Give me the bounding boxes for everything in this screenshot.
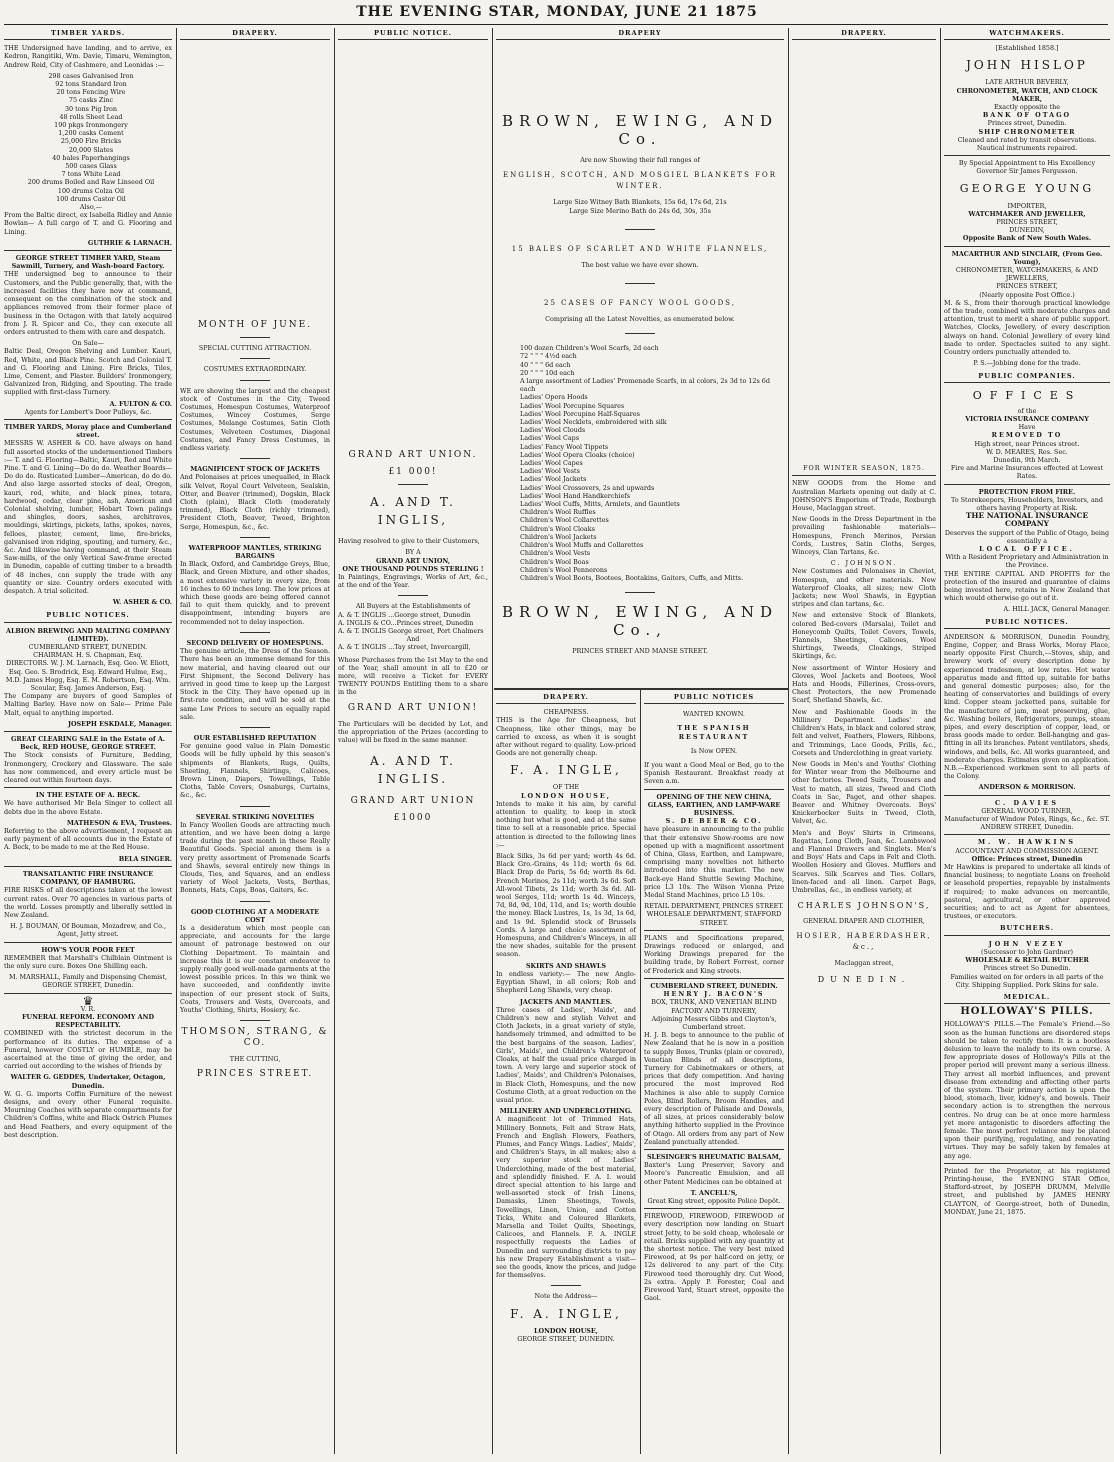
- ad-heading: F. A. INGLE,: [510, 763, 622, 778]
- ad-note: Is Now OPEN.: [690, 746, 738, 755]
- column-heading: PUBLIC NOTICE.: [338, 28, 488, 40]
- list-item: Children's Wool Jackets: [520, 532, 597, 541]
- list-item: 500 cases Glass: [65, 162, 117, 171]
- ad-heading: OFFICES: [972, 388, 1082, 402]
- ad-address: Office: Princes street, Dunedin: [971, 854, 1083, 863]
- column-drapery-wide: [496, 28, 784, 688]
- ad-body: ANDERSON & MORRISON, Dunedin Foundry, Engine, Copper, and Brass Works, Moray Place, nearly opposite First Church,—Stoves, ship, and brewery work of every description done by experienced tradesmen, at low rates. Hot water apparatus made and fitted up, suitable for baths and general domestic purposes; also, for the heating of conservatories and buildings of every kind. Copper steam jacketted pans, suitable for the manufacture of jam, meat preserving, glue, &c. Washing boilers, Refrigerators, pumps, steam pipes, and every description of copper, lead, or brass goods made to order. Bell-hanging and gas-fitting in all its branches. Patent ventilators, sheds, windows, and bells, &c. All works guaranteed, and moderate charges. Estimates given on application. N.B.—Experienced workmen sent to all parts of the Colony.: [944, 632, 1110, 781]
- ad-body: New and Fashionable Goods in the Millinery Department. Ladies' and Children's Hats, in black and colored straw, felt and velvet, Feathers, Flowers, Ribbons, and Trimmings, Lace Goods, Frills, &c., Corsets and Underclothing in great variety.: [792, 707, 936, 757]
- ad-subheading: LONDON HOUSE,: [521, 791, 611, 800]
- ad-signature: JOSEPH ESKDALE, Manager.: [67, 719, 172, 728]
- ad-address: PRINCES STREET.: [196, 1069, 314, 1080]
- ad-heading: JOHN VEZEY: [988, 939, 1066, 948]
- ad-subheading: BANK OF OTAGO: [982, 111, 1072, 120]
- ad-heading: WANTED KNOWN.: [683, 710, 745, 719]
- ad-subheading: On Sale—: [72, 339, 104, 348]
- ad-subheading: 15 BALES OF SCARLET AND WHITE FLANNELS,: [511, 244, 769, 253]
- ad-note: OF THE: [552, 783, 580, 792]
- ad-heading: CUMBERLAND STREET, DUNEDIN.: [650, 981, 778, 990]
- list-item: Children's Wool Muffs and Collarettes: [520, 541, 644, 550]
- ad-signature: T. ANCELL'S,: [690, 1188, 738, 1197]
- list-item: Ladies' Wool Vests: [520, 467, 580, 476]
- ad-address: (Nearly opposite Post Office.): [979, 290, 1075, 299]
- ad-amount: £1000: [393, 813, 433, 824]
- ad-note: The best value we have ever shown.: [581, 260, 699, 269]
- ad-signature: THOMSON, STRANG, & CO.: [181, 1027, 329, 1049]
- ad-subheading: ENGLISH, SCOTCH, AND MOSGIEL BLANKETS FOR WINTER.: [503, 171, 777, 191]
- ad-body: We have authorised Mr Bela Singer to collect all debts due in the above Estate.: [4, 799, 172, 816]
- ad-address: DUNEDIN,: [1009, 226, 1045, 235]
- ad-heading: GREAT CLEARING SALE in the Estate of A. Beck, RED HOUSE, GEORGE STREET.: [10, 735, 166, 752]
- ad-body: THE undersigned beg to announce to their Customers, and the Public generally, that, with the increased facilities they have now at command, consequent on the combination of the stock and appliances removed from their former place of business in the Octagon with that lately acquired from J. R. Spicer and Co., they can execute all orders entrusted to them with care and despatch.: [4, 270, 172, 336]
- masthead: THE EVENING STAR, MONDAY, JUNE 21 1875: [356, 4, 758, 20]
- list-item: 40 " " " 6d each: [520, 360, 571, 369]
- ad-body: Referring to the above advertisement, I request an early payment of all accounts due in the Estate of A. Beck, to be made to me at the Red House.: [4, 827, 172, 852]
- list-item: Ladies' Wool Clouds: [520, 426, 586, 435]
- ad-signature: MATHESON & EVA, Trustees.: [66, 818, 172, 827]
- column-heading: DRAPERY.: [180, 28, 330, 40]
- ad-address: Princes street So Dunedin.: [983, 964, 1071, 973]
- ad-heading: SLESINGER'S RHEUMATIC BALSAM,: [646, 1152, 782, 1161]
- ad-body: Large Size Witney Bath Blankets, 15s 6d, 17s 6d, 21s: [553, 198, 727, 207]
- ad-heading: M. W. HAWKINS: [977, 838, 1076, 847]
- list-item: 72 " " " 4½d each: [520, 352, 577, 361]
- ad-signature: A. HILL JACK, General Manager.: [1003, 605, 1110, 614]
- list-item: Children's Wool Pennerons: [520, 565, 608, 574]
- ad-body: COMBINED with the strictest decorum in the performance of its duties. The expense of a Funeral, however COSTLY or HUMBLE, may be ascertained at the time of giving the order, and carried out according to the wishes of friends by: [4, 1029, 172, 1071]
- ad-body: New assortment of Winter Hosiery and Gloves, Wool Jackets and Bootees, Wool Hats and Hoods, Fillerines, Cross-overs, Chest Protectors, the new Promenade Scarf, Shetland Shawls, &c.: [792, 663, 936, 705]
- list-item: A large assortment of Ladies' Promenade Scarfs, in al colors, 2s 3d to 12s 6d each: [520, 377, 770, 394]
- ad-note: [Established 1858.]: [995, 44, 1059, 53]
- ad-heading: ALBION BREWING AND MALTING COMPANY (LIMITED).: [5, 626, 171, 643]
- ad-body: New Goods in the Dress Department in the prevailing fashionable materials—Homespuns, French Merinos, Persian Cords, Lustres, Satin Cloths, Serges, Winceys, Clan Tartans, &c.: [792, 515, 936, 557]
- ad-body: A magnificent lot of Trimmed Hats, Millinery Bonnets, Felt and Straw Hats, French and English Flowers, Feathers, Plumes, and Fancy Wings. Ladies', Maids', and Children's Stays, in all makes; also a very superior stock of Ladies' Underclothing, made of the best material, and splendidly finished. F. A. I. would direct special attention to his large and well-assorted stock of Irish Linens, Damasks, Linen Sheetings, Towels, Towellings, Linen, Union, and Cotton Ticks, White and Coloured Blankets, Marsella and Toilet Quilts, Sheetings, Calicoes, and Flannels. F. A. INGLE respectfully requests the Ladies of Dunedin and surrounding districts to pay his new Drapery Establishment a visit—see the goods, know the prices, and judge for themselves.: [496, 1115, 636, 1280]
- ad-body: In Fancy Woollen Goods are attracting much attention, and we have been doing a large trade during the past month in these Really Beautiful Goods. Special among them is a very pretty assortment of Promenade Scarfs and Shawls, several entirely new things in Clouds, Ties, and Squares, and an endless variety of Wool Jackets, Vests, Berthas, Bonnets, Hats, Caps, Boas, Gaiters, &c.: [180, 820, 330, 895]
- list-item: 100 drums Colza Oil: [57, 186, 125, 195]
- column-public-notice: [338, 28, 488, 1454]
- column-rule: [640, 690, 641, 1454]
- list-item: Children's Wool Boas: [520, 557, 589, 566]
- list-item: Ladies' Wool Opera Cloaks (choice): [520, 450, 635, 459]
- ad-heading: GRAND ART UNION!: [347, 702, 479, 713]
- list-item: Children's Wool Ruffles: [520, 508, 596, 517]
- ad-subheading: LOCAL OFFICE.: [979, 544, 1075, 553]
- ad-body: REMEMBER that Marshall's Chilblain Ointment is the only sure cure. Boxes One Shilling each.: [4, 953, 172, 970]
- ad-subheading: CUMBERLAND STREET, DUNEDIN.: [28, 643, 148, 652]
- ad-signature: A. AND T. INGLIS.: [370, 754, 456, 787]
- ad-heading: C. DAVIES: [995, 798, 1059, 807]
- ad-note: Fire and Marine Insurances effected at Lowest Rates.: [950, 464, 1104, 481]
- ad-subheading: THE CUTTING,: [229, 1055, 281, 1064]
- ad-signature: ANDERSON & MORRISON.: [978, 783, 1076, 792]
- ad-address: RETAIL DEPARTMENT, PRINCES STREET. WHOLESALE DEPARTMENT, STAFFORD STREET.: [644, 902, 784, 927]
- list-item: Children's Wool Boots, Bootees, Bootakins, Gaiters, Cuffs, and Mitts.: [520, 573, 744, 582]
- ad-body: The Stock consists of Furniture, Bedding, Ironmongery, Crockery and Glassware. The sale has now commenced, and every article must be cleared out within fourteen days.: [4, 751, 172, 785]
- ad-body: WE are showing the largest and the cheapest stock of Costumes in the City, Tweed Costumes, Homespun Costumes, Waterproof Costumes, Wincey Costumes, Serge Costumes, Melange Costumes, Satin Cloth Costumes, Velveteen Costumes, Diagonal Costumes, and Fancy Dress Costumes, in endless variety.: [180, 386, 330, 453]
- list-item: 25,000 Fire Bricks: [60, 137, 122, 146]
- list-item: 298 cases Galvanised Iron: [48, 71, 134, 80]
- ad-note: Dunedin, 9th March.: [993, 455, 1061, 464]
- ad-body: And Polonaises at prices unequalled, in Black silk Velvet, Royal Court Velveteen, Sealskin, Otter, and Beaver (trimmed), Dogskin, Black Cloth (plain), Black Cloth (moderately trimmed), Black Cloth (richly trimmed), President Cloth, Beaver, Tweed, Brighton Serge, Homespun, &c., &c.: [180, 473, 330, 531]
- list-item: A. & T. INGLIS George street, Port Chalmers: [338, 627, 484, 636]
- wool-goods-list: [496, 344, 784, 582]
- ad-note: Cleaned and rated by transit observations. Nautical instruments repaired.: [957, 135, 1097, 153]
- ad-subheading: GENERAL WOOD TURNER,: [981, 806, 1073, 815]
- timber-signature: GUTHRIE & LARNACH.: [87, 238, 172, 247]
- ad-note: Note the Address—: [534, 1292, 598, 1301]
- ad-note: With a Resident Proprietary and Administration in the Province.: [945, 553, 1109, 570]
- ad-body: THIS is the Age for Cheapness, but Cheapness, like other things, may be carried to excess, as when it is sought after without regard to quality. Low-priced Goods are not generally cheap.: [496, 716, 636, 758]
- ad-heading: THE SPANISH RESTAURANT: [677, 724, 751, 741]
- list-item: Children's Wool Collarettes: [520, 516, 609, 525]
- ad-body: The genuine article, the Dress of the Season. There has been an immense demand for this new material, and having cleared out our First Shipment, the Second Delivery has arrived in good time to keep up the Largest Stock in the City. They have opened up in first-rate condition, and will be sold at the same Low Prices to secure an equally rapid sale.: [180, 647, 330, 721]
- list-item: 75 casks Zinc: [68, 96, 114, 105]
- ad-body: H. J. B. begs to announce to the public of New Zealand that he is now in a position to supply Boxes, Trunks (plain or covered), Venetian Blinds of all descriptions, Turnery for Cabinetmakers or others, at prices that defy competition. And having procured the most improved Rod Machines is also able to supply Cornice Poles, Blind Rollers, Broom Handles, and every description of Palisade and Dowels, of all sizes, at prices considerably below anything hitherto supplied in the Province of Otago. All orders from any part of New Zealand punctually attended.: [644, 1031, 784, 1146]
- column-drapery-johnson: [792, 28, 936, 1454]
- list-item: Ladies' Wool Hand Handkerchiefs: [520, 491, 631, 500]
- ad-heading: MONTH OF JUNE.: [197, 320, 313, 331]
- ad-heading: FUNERAL REFORM. ECONOMY AND RESPECTABILITY.: [21, 1012, 155, 1030]
- list-item: Ladies' Wool Necklets, embroidered with silk: [520, 418, 667, 427]
- ad-note: Comprising all the Latest Novelties, as enumerated below.: [545, 315, 735, 324]
- ad-heading: OPENING OF THE NEW CHINA, GLASS, EARTHEN, AND LAMP-WARE BUSINESS.: [647, 792, 781, 818]
- ad-address: Adjoining Messrs Gibbs and Clayton's, Cumberland street.: [651, 1014, 777, 1031]
- ad-body: In Paintings, Engravings, Works of Art, &c., at the end of the Year.: [338, 573, 488, 590]
- ad-signature: C. JOHNSON.: [830, 559, 898, 568]
- column-rule: [788, 28, 789, 1454]
- ad-signature: BELA SINGER.: [118, 854, 172, 863]
- ad-subheading: SEVERAL STRIKING NOVELTIES: [195, 812, 315, 821]
- list-item: 40 bales Paperhangings: [52, 153, 130, 162]
- ad-body: Whose Purchases from the 1st May to the end of the Year, shall amount in all to £20 or more, will receive a Ticket for EVERY TWENTY POUNDS Entitling them to a share in the: [338, 655, 488, 697]
- ad-heading: MACARTHUR AND SINCLAIR, (From Geo. Young),: [951, 249, 1103, 266]
- ad-heading: THE NATIONAL INSURANCE COMPANY: [965, 511, 1089, 529]
- ad-body: Large Size Merino Bath do 24s 6d, 30s, 35s: [569, 206, 711, 215]
- ad-address: PRINCES STREET,: [996, 218, 1058, 227]
- ad-note: V. R.: [80, 1004, 96, 1013]
- ad-note: Exactly opposite the: [994, 103, 1060, 112]
- list-item: 20 tons Fencing Wire: [56, 88, 126, 97]
- ad-address: PRINCES STREET AND MANSE STREET.: [572, 647, 708, 656]
- ad-heading: TRANSATLANTIC FIRE INSURANCE COMPANY, OF HAMBURG.: [22, 869, 154, 887]
- ad-subheading: SECOND DELIVERY OF HOMESPUNS.: [186, 638, 324, 647]
- ad-note: CHAIRMAN. H. S. Chapman, Esq.: [33, 651, 143, 660]
- section-heading: MEDICAL.: [944, 992, 1110, 1004]
- column-heading: DRAPERY: [496, 28, 784, 40]
- ad-subheading: WATCHMAKER AND JEWELLER,: [968, 209, 1086, 218]
- ad-body: Men's and Boys' Shirts in Crimeans, Regattas, Long Cloth, Jean, &c. Lambswool and Flannel Drawers and Singlets. Men's and Boys' Hats and Caps in Felt and Cloth. Woollen Hosiery and Gloves. Mufflers and Scarves. Silk Scarves and Ties. Collars, linen-faced and all linen. Carpet Bags, Umbrellas, &c., in endless variety, at: [792, 828, 936, 894]
- list-item: Children's Wool Cloaks: [520, 524, 595, 533]
- list-item: 100 drums Castor Oil: [56, 194, 126, 203]
- list-item: 30 tons Pig Iron: [64, 104, 117, 113]
- ad-note: Families waited on for orders in all parts of the City. Shipping Supplied. Pork Skins for sale.: [950, 972, 1104, 989]
- list-item: Ladies' Wool Porcupine Half-Squares: [520, 409, 640, 418]
- ad-subheading: ACCOUNTANT AND COMMISSION AGENT.: [955, 846, 1099, 855]
- column-heading: PUBLIC NOTICES: [644, 692, 784, 704]
- ad-body: In endless variety:— The new Anglo-Egyptian Shawl, in all colors; Rob and Shepherd Long Shawls, very cheap.: [496, 969, 636, 995]
- ad-address: Great King street, opposite Police Depôt.: [647, 1196, 781, 1205]
- ad-note: To Storekeepers, Householders, Investors, and others having Property at Risk.: [951, 495, 1103, 512]
- list-item: Ladies' Wool Porcupine Squares: [520, 401, 625, 410]
- ad-subheading: LONDON HOUSE,: [534, 1326, 598, 1335]
- ad-subheading: 25 CASES OF FANCY WOOL GOODS,: [544, 299, 736, 308]
- ad-heading: HOLLOWAY'S PILLS.: [960, 1006, 1094, 1018]
- ad-note: Have: [1018, 423, 1036, 432]
- ad-subheading: VICTORIA INSURANCE COMPANY: [965, 414, 1089, 423]
- ad-note: Deserves the support of the Public of Otago, being essentially a: [944, 528, 1110, 545]
- list-item: 1,200 casks Cement: [58, 129, 124, 138]
- column-heading: WATCHMAKERS.: [944, 28, 1110, 40]
- ad-signature: F. A. INGLE,: [510, 1306, 622, 1321]
- list-item: Ladies' Wool Caps: [520, 434, 580, 443]
- ad-body: The Company are buyers of good Samples of Malting Barley. Have now on Sale— Prime Pale Malt, equal to anything imported.: [4, 692, 172, 717]
- ad-body: NEW GOODS from the Home and Australian Markets opening out daily at C. JOHNSON'S Emporium of Trade, Roxburgh House, Maclaggan street.: [792, 479, 936, 513]
- column-drapery-1: [180, 28, 330, 1454]
- ad-note: (Successor to John Gardner): [980, 947, 1074, 956]
- ad-subheading: WHOLESALE & RETAIL BUTCHER: [965, 956, 1089, 965]
- ad-body: Three cases of Ladies', Maids', and Children's new and stylish Velvet and Cloth Jackets, in a great variety of style, handsomely trimmed, and admitted to be the best bargains of the season. Ladies', Girls', Maids', and Children's Waterproof Cloaks, at half the usual price charged in town. A very large and superior stock of Ladies', Maids', and Children's Polonaises, in Black Cloth, Homespuns, and the new Costume Cloth, at a great reduction on the usual price.: [496, 1005, 636, 1104]
- column-public-notices-2: [644, 692, 784, 1454]
- ad-subheading: COSTUMES EXTRAORDINARY.: [203, 365, 307, 374]
- ad-heading: PROTECTION FROM FIRE.: [978, 487, 1076, 496]
- list-item: 190 pkgs Ironmongery: [54, 121, 128, 130]
- timber-list: [4, 72, 172, 211]
- column-watchmakers: [944, 28, 1110, 1454]
- ad-subheading: WATERPROOF MANTLES, STRIKING BARGAINS: [188, 543, 322, 561]
- ad-body: Baltic Deal, Oregon Shelving and Lumber. Kauri, Red, White, and Black Pine. Scotch and Colonial T. and G. Flooring and Lining. Fire Bricks, Tiles, Lime, Cement, and Plaster. Builders' Ironmongery, Galvanized Iron, Ridging, and Spouting. The trade supplied with first-class Turnery.: [4, 347, 172, 397]
- list-item: 92 tons Standard Iron: [55, 80, 127, 89]
- ad-note: Agents for Lambert's Door Pulleys, &c.: [24, 407, 152, 416]
- ad-note: By Special Appointment to His Excellency Governor Sir James Fergusson.: [958, 159, 1096, 176]
- ad-signature: H. J. BOUMAN, Of Bouman, Mozadrew, and Co., Agent, Jetty street.: [10, 922, 166, 939]
- ad-signature: M. MARSHALL, Family and Dispensing Chemist, GEORGE STREET, Dunedin.: [8, 973, 168, 990]
- ad-subheading: CHRONOMETER, WATCHMAKERS, & AND JEWELLERS,: [955, 266, 1099, 283]
- column-timber: [4, 28, 172, 1454]
- ad-body: Black Silks, 3s 6d per yard; worth 4s 6d. Black Gro.-Grains, 4s 11d; worth 6s 6d. Black Drap de Paris, 5s 6d; worth 8s 6d. French Merinos, 2s 11d; worth 3s 6d. Soft All-wool Tibets, 2s 11d; worth 3s 6d. All-wool Serges, 11d; worth 1s 4d. Winceys, 7d, 8d, 9d, 10d, 11d, and 1s; worth double the money. Black Lustres, 1s, 1s 3d, 1s 6d, and 1s 9d. Splendid stock of Brussels Cords. A large and choice assortment of Homespuns, and Children's Winceys, in all the new shades, suitable for the present season.: [496, 852, 636, 959]
- list-item: 48 rolls Sheet Lead: [59, 112, 123, 121]
- ad-signature: W. D. MEARES, Res. Sec.: [986, 447, 1068, 456]
- ad-body: New Goods in Men's and Youths' Clothing for Winter wear from the Melbourne and other factories. Tweed Suits, Trousers and Vest to match, all sizes, Tweed and Cloth Coats in Sac, Paget, and other shapes. Beaver and Whitney Overcoats. Boys' Knickerbocker Suits in Tweed, Cloth, Velvet, &c.: [792, 759, 936, 826]
- ad-body: New Costumes and Polonaises in Cheviot, Homespun, and other materials. New Waterproof Cloaks, all sizes; new Cloth Jackets; new Wool Shawls, in Egyptian stripes and clan tartans, &c.: [792, 567, 936, 609]
- ad-subheading: GRAND ART UNION,: [375, 556, 451, 565]
- ad-body: FIRE RISKS of all descriptions taken at the lowest current rates. Over 70 agencies in various parts of the world. Losses promptly and liberally settled in New Zealand.: [4, 886, 172, 919]
- column-heading: DRAPERY.: [792, 28, 936, 40]
- ad-subheading: GOOD CLOTHING AT A MODERATE COST: [190, 907, 320, 924]
- ad-body: For genuine good value in Plain Domestic Goods will be fully upheld by this season's shipments of Blankets, Rugs, Quilts, Sheeting, Flannels, Shirtings, Calicoes, Brown Linen, Diapers, Towellings, Table Cloths, Table Covers, Osnaburgs, Curtains, &c., &c.: [180, 742, 330, 800]
- ad-heading: GRAND ART UNION.: [348, 450, 478, 461]
- ad-subheading: GENERAL DRAPER AND CLOTHIER,: [803, 917, 925, 926]
- ad-body: New and extensive Stock of Blankets, colored Bed-covers (Marsala), Toilet and Honeycomb Quilts, Toilet Covers, Towels, Flannels, Sheetings, Calicoes, Wool Shirtings, Tweeds, Cloakings, Striped Skirtings, &c.: [792, 611, 936, 661]
- ad-note: P. S.—Jobbing done for the trade.: [973, 359, 1081, 368]
- ad-body: Having resolved to give to their Customers,: [338, 537, 480, 546]
- ad-note: All Buyers at the Establishments of: [355, 602, 471, 611]
- ad-address: Maclaggan street,: [834, 959, 894, 968]
- column-rule: [334, 28, 335, 1454]
- ad-body: FIREWOOD, FIREWOOD, FIREWOOD of every description now landing on Stuart street Jetty, to be sold cheap, wholesale or retail. Bricks supplied with any quantity at the shortest notice. The very best mixed Firewood, at 9s per half-cord on jetty, or 12s delivered to any part of the City. Firewood teed thoroughly dry. Cut Wood, 2s extra. Apply P. Forester, Coal and Firewood Yard, Stuart street, opposite the Gaol.: [644, 1212, 784, 1303]
- ad-heading: GEORGE STREET TIMBER YARD, Steam Sawmill, Turnery, and Wash-board Factory.: [11, 254, 165, 271]
- section-heading: BUTCHERS.: [944, 923, 1110, 935]
- ad-subheading: REMOVED TO: [991, 431, 1063, 440]
- column-heading: DRAPERY.: [496, 692, 636, 704]
- column-rule: [940, 28, 941, 1454]
- ad-signature: W. ASHER & CO.: [112, 598, 172, 607]
- list-item: Ladies' Wool Crossovers, 2s and upwards: [520, 483, 655, 492]
- ad-note: BY A: [405, 548, 421, 557]
- section-rule: [494, 688, 788, 690]
- ad-subheading: MAGNIFICENT STOCK OF JACKETS: [190, 465, 320, 474]
- ad-note: of the: [1017, 406, 1037, 415]
- list-item: A. INGLIS & CO...Princes street, Dunedin: [338, 618, 474, 627]
- ad-heading: HOW'S YOUR POOR FEET: [41, 945, 135, 954]
- ad-body: In Black, Oxford, and Cambridge Greys, Blue, Black, and Green Mixture, and other shades, a most extensive variety in every size, from 16 inches to 60 inches long. The low prices at which these goods are being offered cannot fail to quit them quickly, and to prevent disappointment, intending buyers are recommended not to delay inspection.: [180, 560, 330, 626]
- ad-body: Intends to make it his aim, by careful attention to quality, to keep in stock nothing but what is good, and at the same time to sell at a reasonable price. Special attention is directed to the following lines :—: [496, 799, 636, 849]
- section-heading: PUBLIC COMPANIES.: [944, 371, 1110, 383]
- ad-subheading: S. DE BEER & CO.: [665, 817, 763, 826]
- list-item: 200 drums Boiled and Raw Linseed Oil: [27, 178, 155, 187]
- ad-address: PRINCES STREET,: [996, 282, 1058, 291]
- list-item: A. & T. INGLIS ...Tay street, Invercargill,: [338, 643, 471, 652]
- ad-subheading: IMPORTER,: [1007, 201, 1047, 210]
- section-heading: PUBLIC NOTICES.: [944, 617, 1110, 629]
- list-item: And: [406, 635, 420, 644]
- ad-subheading: SHIP CHRONOMETER: [978, 127, 1076, 136]
- list-item: 20,000 Slates: [68, 145, 114, 154]
- ad-subheading: HOSIER, HABERDASHER, &c.,: [796, 932, 932, 952]
- ad-subheading: BOX, TRUNK, AND VENETIAN BLIND FACTORY AND TURNERY,: [651, 998, 777, 1015]
- ad-subheading: SPECIAL CUTTING ATTRACTION.: [198, 344, 312, 353]
- list-item: Ladies' Opera Hoods: [520, 393, 588, 402]
- timber-intro: THE Undersigned have landing, and to arrive, ex Kedron, Rangitiki, Wm. Davie, Timaru, Wemington, Andrew Reid, City of Cashmere, and Leonidas :—: [4, 44, 172, 69]
- ad-subheading: SKIRTS AND SHAWLS: [525, 961, 607, 970]
- ad-address: DUNEDIN.: [817, 974, 911, 984]
- ad-address: Princes street, Dunedin.: [987, 119, 1067, 128]
- list-item: Ladies' Wool Cuffs, Mitts, Armlets, and Gauntlets: [520, 500, 680, 509]
- ad-subheading: ONE THOUSAND POUNDS STERLING !: [342, 564, 484, 573]
- ad-body: PLANS and Specifications prepared, Drawings reduced or enlarged, and Working Drawings prepared for the building trade, by Robert Forrest, corner of Frederick and King streets.: [644, 933, 784, 975]
- ad-note: Manufacturer of Window Poles, Rings, &c., &c. ST. ANDREW STREET, Dunedin.: [944, 815, 1110, 832]
- column-drapery-ingle: [496, 692, 636, 1454]
- list-item: Ladies' Fancy Wool Tippets: [520, 442, 609, 451]
- column-heading: TIMBER YARDS.: [4, 28, 172, 40]
- list-item: Ladies' Wool Capes: [520, 459, 583, 468]
- ad-heading: TIMBER YARDS, Moray place and Cumberland street.: [4, 422, 172, 440]
- ad-address: GEORGE STREET, DUNEDIN.: [517, 1334, 615, 1343]
- ad-note: LATE ARTHUR BEVERLY,: [985, 78, 1069, 87]
- column-rule: [492, 28, 493, 1454]
- ad-heading: FOR WINTER SEASON, 1875.: [803, 464, 925, 473]
- ad-body: If you want a Good Meal or Bed, go to the Spanish Restaurant. Breakfast ready at Seven a.m.: [644, 761, 784, 786]
- ad-heading: A. AND T. INGLIS,: [370, 495, 456, 528]
- ad-body: W. G. G. imports Coffin Furniture of the newest designs, and every other Funeral requisite. Mourning Coaches with separate compartments for Children's Coffins, white and Black Ostrich Plumes and Head Feathers, and every equipment of the best description.: [4, 1089, 172, 1139]
- section-heading: PUBLIC NOTICES.: [4, 610, 172, 622]
- ad-heading: BROWN, EWING, AND Co.: [501, 112, 779, 149]
- ad-address: High street, near Princes street.: [974, 439, 1080, 448]
- list-item: Ladies' Wool Jackets: [520, 475, 587, 484]
- list-item: 7 tons White Lead: [61, 170, 121, 179]
- ad-address: Opposite Bank of New South Wales.: [962, 234, 1092, 243]
- list-item: Children's Wool Vests: [520, 549, 591, 558]
- ad-subheading: HENRY J. BACON'S: [663, 990, 765, 999]
- ad-subheading: JACKETS AND MANTLES.: [519, 997, 613, 1006]
- royal-crest-icon: ♛: [82, 993, 94, 1008]
- ad-note: Are now Showing their full ranges of: [580, 156, 700, 165]
- ad-signature: A. FULTON & CO.: [109, 399, 172, 408]
- ad-note: DIRECTORS. W. J. M. Larnach, Esq. Geo. W. Eliott, Esq. Geo. S. Brodrick, Esq. Edward Hulme, Esq., M.D. James Hogg, Esq. E. M. Robertson, Esq. Wm. Scoular, Esq. James Anderson, Esq.: [5, 659, 171, 693]
- ad-subheading: CHRONOMETER, WATCH, AND CLOCK MAKER,: [956, 86, 1098, 103]
- list-item: 100 dozen Children's Wool Scarfs, 2d each: [520, 344, 659, 353]
- masthead-rule: [4, 24, 1108, 25]
- ad-heading: JOHN HISLOP: [966, 58, 1088, 73]
- timber-tail: From the Baltic direct, ex Isabella Ridley and Annie Bowlan— A full cargo of T. and G. Flooring and Lining.: [4, 211, 172, 236]
- ad-subheading: CHEAPNESS.: [543, 708, 589, 717]
- ad-body: HOLLOWAY'S PILLS.—The Female's Friend.—So soon as the human functions are disordered steps should be taken to rectify them. It is a bootless delusion to leave the malady to its own course. A few appropriate doses of Holloway's Pills at the proper period will prevent many a serious illness. They arrest all morbid influences, and prevent disease from extending and affecting other parts of the system. Their primary action is upon the blood, stomach, liver, kidney's, and bowels. Their secondary action is to strengthen the nervous centres. No drug can be at once more harmless yet more antagonistic to disorders affecting the female. The most perfect reliance may be placed upon their purifying, regulating, and renovating virtues. They may be safely taken by females at any age.: [944, 1020, 1110, 1160]
- list-item: Also,—: [79, 203, 103, 212]
- ad-signature: BROWN, EWING, AND Co.,: [501, 603, 779, 640]
- ad-signature: WALTER G. GEDDES, Undertaker, Octagon, Dunedin.: [10, 1073, 166, 1090]
- list-item: A. & T. INGLIS ...George street, Dunedin: [338, 610, 471, 619]
- ad-heading: IN THE ESTATE OF A. BECK.: [35, 791, 141, 800]
- ad-body: The Particulars will be decided by Lot, and the appropriation of the Prizes (according to value) will be fixed in the same manner.: [338, 719, 488, 745]
- ad-subheading: OUR ESTABLISHED REPUTATION: [193, 733, 317, 742]
- list-item: 20 " " " 10d each: [520, 368, 575, 377]
- ad-signature: CHARLES JOHNSON'S,: [797, 901, 931, 911]
- imprint: Printed for the Proprietor, at his registered Printing-house, the EVENING STAR Office, Stafford-street, by JOSEPH DRUMM, Melville street, and published by JAMES HENRY CLAYTON, of George-street, both of Dunedin, MONDAY, June 21, 1875.: [944, 1166, 1110, 1216]
- ad-body: THE ENTIRE CAPITAL AND PROFITS for the protection of the insured and guarantee of claims being invested here, retains in New Zealand that which would otherwise go out of it.: [944, 569, 1110, 603]
- ad-body: MESSRS W. ASHER & CO. have always on hand full assorted stocks of the undermentioned Timbers :— T. and G. Flooring—Baltic, Kauri, Red and White Pine. T. and G. Lining—Do do do. Weather Boards—Do do do. Rusticated Lumber—American, do do do. And also large assorted stocks of deal, Oregon, kauri, red, white, and black pines, totara, hardwood, cedar, clear pine, ash, American and Colonial shelving, lumber, Hobart Town palings and shingles, doors, sashes, architraves, mouldings, skirtings, pickets, laths, spokes, naves, felloes, plaster, cement, lime, fire-bricks, galvanised iron ridging, spouting, and turnery, &c., &c. And likewise having command, at their Steam Saw-mills, of the only Vertical Saw-frame erected in Dunedin, capable of cutting timber to a breadth of 48 inches, can supply the trade with any quantity or size. Country orders executed with despatch. A trial solicited.: [4, 439, 172, 595]
- ad-body: Baxter's Lung Preserver, Savory and Moore's Pancreatic Emulsion, and all other Patent Medicines can be obtained at: [644, 1161, 784, 1186]
- ad-body: Is a desideratum which most people can appreciate, and accounts for the large amount of patronage bestowed on our Clothing Department. To maintain and increase this it is our constant endeavor to supply really good well-made garments at the lowest possible prices. In this we think we have succeeded, and confidently invite inspection of our present stock of Suits, Coats, Trousers and Vests, Overcoats, and Youths' Clothing, Shirts, Hosiery, &c.: [180, 923, 330, 1015]
- ad-body: Mr Hawkins is prepared to undertake all kinds of financial business; to negotiate Loans on freehold or leasehold properties, repayable by instalments if required; to make advances on mercantile, pastoral, agricultural, or other approved securities; and to act as Agent for absentees, trustees, or executors.: [944, 863, 1110, 921]
- ad-heading: GRAND ART UNION: [350, 796, 476, 807]
- ad-subheading: MILLINERY AND UNDERCLOTHING.: [499, 1107, 633, 1116]
- ad-body: have pleasure in announcing to the public that their extensive Show-rooms are now opened up with a magnificent assortment of China, Glass, Earthen, and Lampware, comprising many novelties not hitherto introduced into this market. The new Back-eye Hand Shuttle Sewing Machine, price L3 10s. The Wilson Vienna Prize Medal Stand Machines, price L5 10s.: [644, 825, 784, 900]
- ad-body: M. & S., from their thorough practical knowledge of the trade, combined with moderate charges and attention, trust to merit a share of public support. Watches, Clocks, Jewellery, of every description always on hand. Colonial Jewellery of every kind made to order. Spectacles suited to any sight. Country orders punctually attended to.: [944, 298, 1110, 357]
- ad-heading: GEORGE YOUNG: [959, 181, 1095, 195]
- ad-amount: £1 000!: [388, 467, 438, 478]
- column-rule: [176, 28, 177, 1454]
